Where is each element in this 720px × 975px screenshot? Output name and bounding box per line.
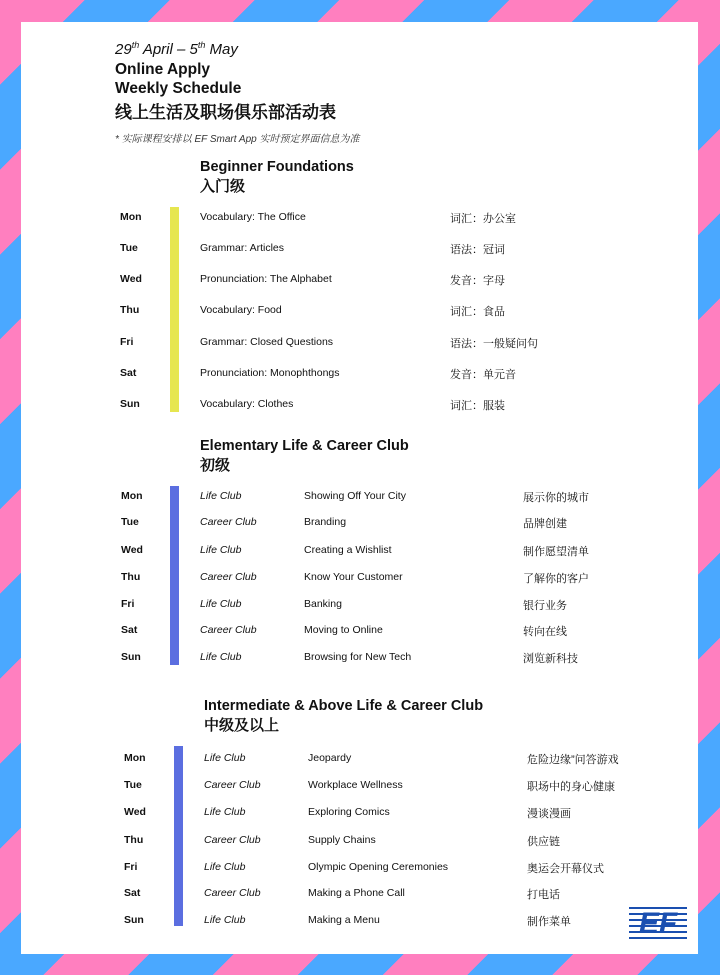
topic-text: Know Your Customer bbox=[304, 571, 403, 583]
club-type: Life Club bbox=[204, 861, 246, 873]
club-type: Career Club bbox=[204, 834, 261, 846]
topic-cn: 词汇：办公室 bbox=[450, 213, 516, 225]
club-type: Career Club bbox=[200, 571, 257, 583]
topic-text: Vocabulary: Clothes bbox=[200, 398, 294, 410]
day-label: Fri bbox=[121, 598, 135, 610]
topic-text: Banking bbox=[304, 598, 342, 610]
club-type: Life Club bbox=[204, 752, 246, 764]
topic-text: Browsing for New Tech bbox=[304, 651, 412, 663]
topic-text: Grammar: Articles bbox=[200, 242, 285, 254]
club-type: Life Club bbox=[204, 914, 246, 926]
topic-text: Making a Phone Call bbox=[308, 887, 405, 899]
topic-cn: 危险边缘”问答游戏 bbox=[527, 754, 619, 766]
section-title-beginner: Beginner Foundations 入门级 bbox=[200, 159, 354, 195]
section-title-elementary: Elementary Life & Career Club 初级 bbox=[200, 438, 409, 474]
day-label: Mon bbox=[121, 490, 143, 502]
day-label: Fri bbox=[120, 336, 134, 348]
club-type: Life Club bbox=[204, 806, 246, 818]
club-type: Life Club bbox=[200, 598, 242, 610]
day-label: Sat bbox=[121, 624, 138, 636]
topic-cn: 语法：一般疑问句 bbox=[450, 338, 538, 350]
club-type: Life Club bbox=[200, 651, 242, 663]
topic-cn: 制作菜单 bbox=[527, 916, 571, 928]
topic-cn: 品牌创建 bbox=[523, 518, 567, 530]
day-label: Mon bbox=[124, 752, 146, 764]
topic-cn: 打电话 bbox=[527, 889, 560, 901]
club-type: Life Club bbox=[200, 544, 242, 556]
topic-cn: 发音：单元音 bbox=[450, 369, 516, 381]
topic-text: Workplace Wellness bbox=[308, 779, 403, 791]
topic-cn: 漫谈漫画 bbox=[527, 808, 571, 820]
level-bar-beginner bbox=[170, 207, 179, 412]
topic-cn: 转向在线 bbox=[523, 626, 567, 638]
note-text: * 实际课程安排以 EF Smart App 实时预定界面信息为准 bbox=[115, 134, 360, 145]
topic-text: Creating a Wishlist bbox=[304, 544, 392, 556]
day-label: Tue bbox=[120, 242, 138, 254]
section-title-intermediate: Intermediate & Above Life & Career Club 中级及以上 bbox=[204, 698, 484, 734]
topic-text: Branding bbox=[304, 516, 347, 528]
topic-cn: 语法：冠词 bbox=[450, 244, 505, 256]
date-range: 29th April – 5th May bbox=[115, 40, 238, 58]
topic-text: Olympic Opening Ceremonies bbox=[308, 861, 449, 873]
topic-cn: 展示你的城市 bbox=[523, 492, 589, 504]
topic-text: Jeopardy bbox=[308, 752, 352, 764]
day-label: Sun bbox=[121, 651, 141, 663]
day-label: Sun bbox=[124, 914, 144, 926]
topic-text: Vocabulary: The Office bbox=[200, 211, 306, 223]
day-label: Thu bbox=[120, 304, 140, 316]
topic-text: Showing Off Your City bbox=[304, 490, 406, 502]
topic-text: Grammar: Closed Questions bbox=[200, 336, 334, 348]
topic-text: Supply Chains bbox=[308, 834, 376, 846]
topic-cn: 制作愿望清单 bbox=[523, 546, 589, 558]
topic-text: Pronunciation: The Alphabet bbox=[200, 273, 332, 285]
day-label: Wed bbox=[121, 544, 143, 556]
topic-cn: 词汇：食品 bbox=[450, 306, 505, 318]
day-label: Wed bbox=[120, 273, 142, 285]
level-bar-intermediate bbox=[174, 746, 183, 926]
page-title-cn: 线上生活及职场俱乐部活动表 bbox=[115, 103, 336, 122]
day-label: Thu bbox=[121, 571, 141, 583]
ef-logo-icon bbox=[627, 904, 689, 942]
topic-cn: 浏览新科技 bbox=[523, 653, 578, 665]
club-type: Life Club bbox=[200, 490, 242, 502]
ef-logo-text: EF bbox=[638, 907, 678, 940]
day-label: Mon bbox=[120, 211, 142, 223]
day-label: Fri bbox=[124, 861, 138, 873]
topic-cn: 发音：字母 bbox=[450, 275, 505, 287]
day-label: Thu bbox=[124, 834, 144, 846]
header-line-2: Weekly Schedule bbox=[115, 80, 242, 97]
level-bar-elementary bbox=[170, 486, 179, 665]
day-label: Sat bbox=[120, 367, 137, 379]
day-label: Wed bbox=[124, 806, 146, 818]
topic-cn: 供应链 bbox=[527, 836, 560, 848]
topic-text: Making a Menu bbox=[308, 914, 380, 926]
topic-cn: 了解你的客户 bbox=[523, 573, 589, 585]
topic-text: Vocabulary: Food bbox=[200, 304, 282, 316]
club-type: Career Club bbox=[200, 624, 257, 636]
day-label: Sat bbox=[124, 887, 141, 899]
day-label: Tue bbox=[124, 779, 142, 791]
club-type: Career Club bbox=[200, 516, 257, 528]
topic-text: Moving to Online bbox=[304, 624, 383, 636]
topic-text: Exploring Comics bbox=[308, 806, 390, 818]
topic-cn: 奥运会开幕仪式 bbox=[527, 863, 604, 875]
topic-cn: 词汇：服装 bbox=[450, 400, 505, 412]
club-type: Career Club bbox=[204, 779, 261, 791]
topic-cn: 职场中的身心健康 bbox=[527, 781, 615, 793]
day-label: Sun bbox=[120, 398, 140, 410]
day-label: Tue bbox=[121, 516, 139, 528]
topic-cn: 银行业务 bbox=[523, 600, 567, 612]
club-type: Career Club bbox=[204, 887, 261, 899]
header-line-1: Online Apply bbox=[115, 61, 211, 78]
topic-text: Pronunciation: Monophthongs bbox=[200, 367, 340, 379]
